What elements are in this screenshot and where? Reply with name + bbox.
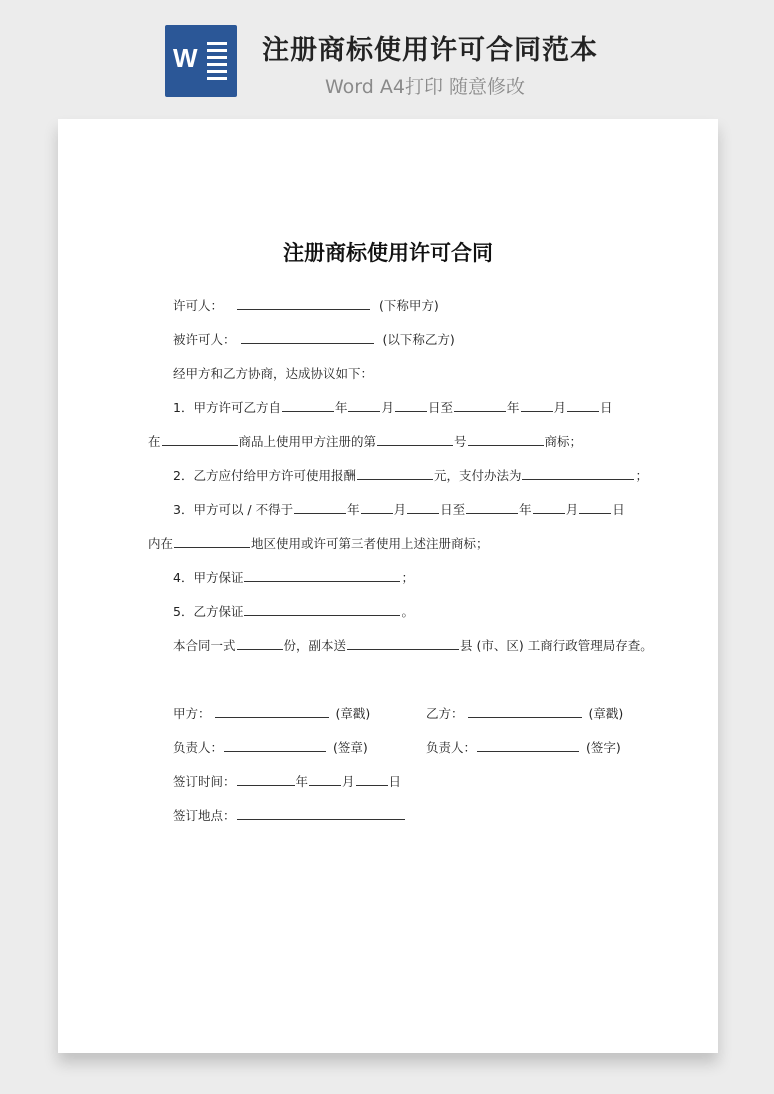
clause-1-blank[interactable] xyxy=(521,399,553,412)
responsible-a-blank[interactable] xyxy=(224,739,326,752)
licensee-line: 被许可人： (以下称乙方) xyxy=(173,332,455,347)
clause-1-line-2: 在 商品上使用甲方注册的第 号 商标； xyxy=(148,434,583,449)
clause-5-blank[interactable] xyxy=(244,603,400,616)
clause-3-blank[interactable] xyxy=(294,501,346,514)
date-blank[interactable] xyxy=(237,773,295,786)
page-header xyxy=(0,0,774,112)
party-a-line: 甲方： (章戳) xyxy=(173,706,371,721)
date-blank[interactable] xyxy=(356,773,388,786)
party-b-line: 乙方： (章戳) xyxy=(426,706,624,721)
place-blank[interactable] xyxy=(237,807,405,820)
header-title: 注册商标使用许可合同范本 xyxy=(262,35,598,66)
clause-3-blank[interactable] xyxy=(174,535,250,548)
intro-text: 经甲方和乙方协商，达成协议如下： xyxy=(173,366,374,381)
clause-2-blank[interactable] xyxy=(357,467,433,480)
clause-1-line-1: 1．甲方许可乙方自 年 月 日至 年 月 日 xyxy=(173,400,613,415)
party-a-blank[interactable] xyxy=(215,705,329,718)
copies-blank[interactable] xyxy=(347,637,459,650)
document-page xyxy=(58,119,718,1053)
licensor-blank[interactable] xyxy=(237,297,370,310)
clause-3-blank[interactable] xyxy=(466,501,518,514)
clause-1-blank[interactable] xyxy=(348,399,380,412)
signing-date-line: 签订时间： 年 月 日 xyxy=(173,774,402,789)
clause-3-blank[interactable] xyxy=(361,501,393,514)
clause-2: 2．乙方应付给甲方许可使用报酬 元，支付办法为 ； xyxy=(173,468,648,483)
signing-place-line: 签订地点： xyxy=(173,806,406,824)
clause-1-blank[interactable] xyxy=(162,433,238,446)
clause-5: 5．乙方保证 。 xyxy=(173,604,414,619)
responsible-b-line: 负责人： (签字) xyxy=(426,740,621,755)
clause-1-blank[interactable] xyxy=(567,399,599,412)
clause-4: 4．甲方保证 ； xyxy=(173,570,414,585)
clause-1-blank[interactable] xyxy=(282,399,334,412)
date-blank[interactable] xyxy=(309,773,341,786)
responsible-a-line: 负责人： (签章) xyxy=(173,740,368,755)
clause-3-line-2: 内在 地区使用或许可第三者使用上述注册商标； xyxy=(148,536,489,551)
header-subtitle: Word A4打印 随意修改 xyxy=(325,76,526,98)
responsible-b-blank[interactable] xyxy=(477,739,579,752)
licensor-line: 许可人： (下称甲方) xyxy=(173,298,439,313)
licensee-blank[interactable] xyxy=(241,331,374,344)
copies-blank[interactable] xyxy=(237,637,283,650)
clause-1-blank[interactable] xyxy=(395,399,427,412)
clause-1-blank[interactable] xyxy=(377,433,453,446)
word-document-icon: W xyxy=(165,25,237,97)
document-title: 注册商标使用许可合同 xyxy=(283,241,493,265)
party-b-blank[interactable] xyxy=(468,705,582,718)
clause-1-blank[interactable] xyxy=(468,433,544,446)
clause-3-blank[interactable] xyxy=(407,501,439,514)
clause-2-blank[interactable] xyxy=(522,467,634,480)
clause-3-blank[interactable] xyxy=(579,501,611,514)
copies-clause: 本合同一式 份，副本送 县 (市、区) 工商行政管理局存查。 xyxy=(173,638,653,653)
clause-1-blank[interactable] xyxy=(454,399,506,412)
clause-3-blank[interactable] xyxy=(533,501,565,514)
clause-3-line-1: 3．甲方可以 / 不得于 年 月 日至 年 月 日 xyxy=(173,502,625,517)
clause-4-blank[interactable] xyxy=(244,569,400,582)
